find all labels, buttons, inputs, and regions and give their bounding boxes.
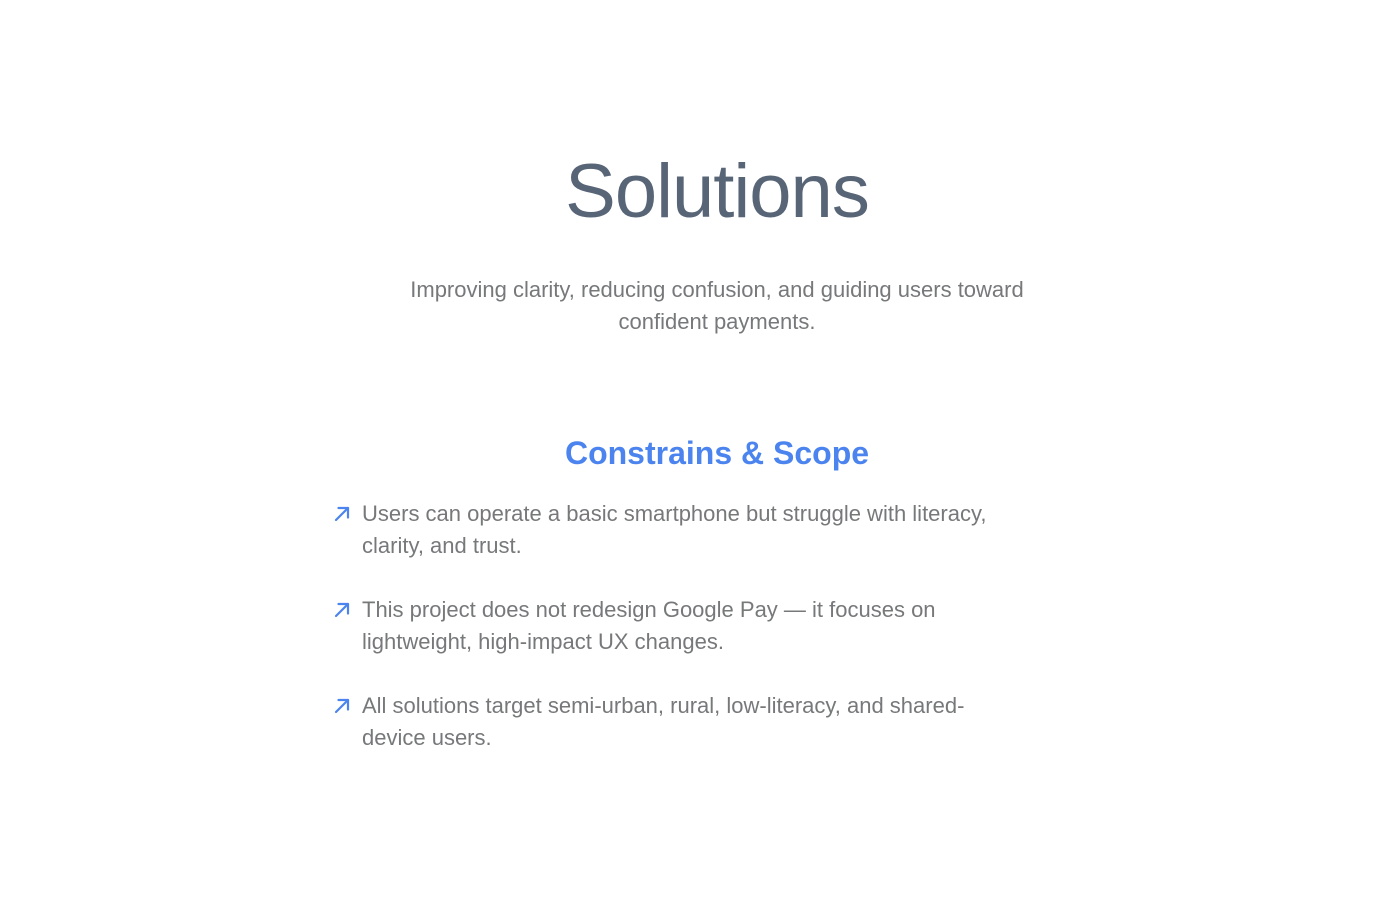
- arrow-up-right-icon: [330, 694, 354, 718]
- list-item-line: This project does not redesign Google Pay — it focuses on: [362, 596, 936, 622]
- list-item-text: [362, 498, 986, 562]
- list-item-line: All solutions target semi-urban, rural, low-literacy, and shared-: [362, 692, 965, 718]
- subtitle-line: confident payments.: [618, 309, 816, 335]
- content-column: [330, 0, 1104, 754]
- list-item: [330, 690, 1104, 754]
- list-item-line: Users can operate a basic smartphone but struggle with literacy,: [362, 500, 987, 526]
- section-heading-constrains-scope: Constrains & Scope: [564, 435, 870, 472]
- page-subtitle: [330, 274, 1104, 338]
- list-item-text: [362, 594, 936, 658]
- list-item-line: clarity, and trust.: [362, 532, 522, 558]
- list-item-line: lightweight, high-impact UX changes.: [362, 628, 724, 654]
- subtitle-line: Improving clarity, reducing confusion, and guiding users toward: [410, 277, 1024, 303]
- list-item: [330, 498, 1104, 562]
- list-item: [330, 594, 1104, 658]
- list-item-text: [362, 690, 964, 754]
- list-item-line: device users.: [362, 724, 492, 750]
- constraints-list: [330, 498, 1104, 754]
- arrow-up-right-icon: [330, 502, 354, 526]
- arrow-up-right-icon: [330, 598, 354, 622]
- page-title: Solutions: [565, 149, 869, 234]
- hero-section: [330, 0, 1104, 338]
